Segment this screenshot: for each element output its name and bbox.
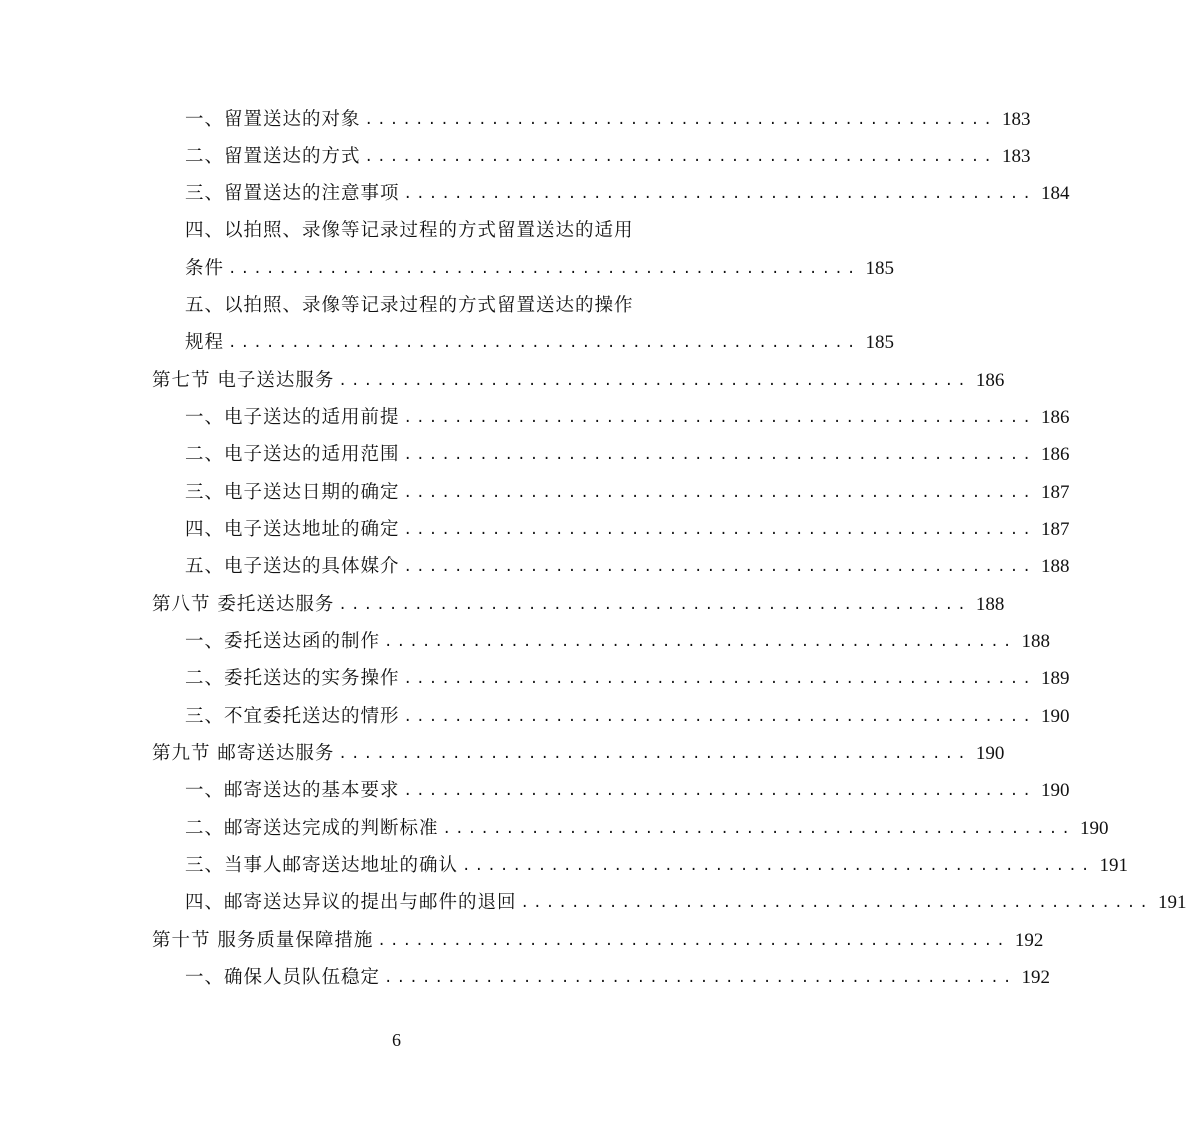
toc-entry-page: 192 [1021,967,1050,988]
toc-leader-dots: .................................................. [403,709,1035,725]
toc-entry[interactable] [185,627,1050,657]
toc-leader-dots: .................................................. [462,858,1094,874]
toc-leader-dots: .................................................. [228,335,860,351]
toc-entry-page: 188 [1021,631,1050,652]
toc-entry-title: 五、以拍照、录像等记录过程的方式留置送达的操作 [185,295,634,316]
toc-entry-title: 三、当事人邮寄送达地址的确认 [185,855,459,876]
toc-entry[interactable] [185,776,1070,806]
toc-entry-page: 192 [1014,930,1044,951]
toc-entry[interactable] [185,403,1070,433]
toc-entry[interactable] [185,963,1050,993]
toc-entry[interactable] [185,888,1186,918]
toc-entry-title: 一、委托送达函的制作 [185,631,381,652]
toc-entry-title: 四、以拍照、录像等记录过程的方式留置送达的适用 [185,220,634,241]
toc-entry-page: 184 [1040,183,1070,204]
toc-section-heading[interactable] [152,366,1005,396]
toc-leader-dots: .................................................. [442,821,1074,837]
toc-leader-dots: .................................................. [520,895,1152,911]
toc-entry-title: 一、确保人员队伍稳定 [185,967,381,988]
toc-entry-title: 四、电子送达地址的确定 [185,519,400,540]
toc-leader-dots: .................................................. [403,410,1035,426]
toc-entry-title: 规程 [185,332,225,353]
toc-leader-dots: .................................................. [403,186,1035,202]
toc-entry[interactable] [185,216,673,246]
toc-entry-title: 二、留置送达的方式 [185,146,361,167]
toc-leader-dots: .................................................. [403,522,1035,538]
toc-entry[interactable] [185,515,1070,545]
toc-entry-page: 183 [1001,109,1031,130]
toc-entry[interactable] [185,702,1070,732]
toc-leader-dots: .................................................. [364,112,996,128]
toc-entry[interactable] [185,552,1070,582]
toc-leader-dots: .................................................. [384,634,1016,650]
toc-entry-title: 二、委托送达的实务操作 [185,668,400,689]
toc-leader-dots: .................................................. [228,261,860,277]
toc-entry-page: 190 [1040,706,1070,727]
toc-entry-title: 二、电子送达的适用范围 [185,444,400,465]
toc-entry-page: 190 [975,743,1005,764]
toc-entry-page: 185 [865,332,894,353]
toc-entry-page: 183 [1001,146,1031,167]
toc-section-heading[interactable] [152,926,1044,956]
toc-leader-dots: .................................................. [403,559,1035,575]
toc-entry-page: 186 [1040,444,1070,465]
toc-leader-dots: .................................................. [403,783,1035,799]
toc-entry-title: 一、留置送达的对象 [185,109,361,130]
toc-entry-page: 186 [975,370,1005,391]
toc-entry-page: 187 [1040,519,1070,540]
toc-leader-dots: .................................................. [403,447,1035,463]
toc-entry-page: 188 [1040,556,1070,577]
toc-entry-continuation[interactable] [185,328,894,358]
toc-entry-title: 第七节 电子送达服务 [152,370,335,391]
toc-entry-title: 条件 [185,258,225,279]
toc-entry-title: 三、电子送达日期的确定 [185,482,400,503]
toc-leader-dots: .................................................. [338,373,970,389]
toc-entry[interactable] [185,105,1031,135]
toc-entry-title: 一、邮寄送达的基本要求 [185,780,400,801]
toc-entry-title: 二、邮寄送达完成的判断标准 [185,818,439,839]
toc-entry-page: 188 [975,594,1005,615]
toc-entry-page: 190 [1040,780,1070,801]
toc-entry[interactable] [185,440,1070,470]
toc-entry-page: 191 [1099,855,1128,876]
toc-entry-title: 四、邮寄送达异议的提出与邮件的退回 [185,892,517,913]
toc-entry-page: 187 [1040,482,1070,503]
toc-entry-title: 一、电子送达的适用前提 [185,407,400,428]
toc-entry-page: 190 [1079,818,1109,839]
toc-entry-title: 第八节 委托送达服务 [152,594,335,615]
toc-entry[interactable] [185,851,1128,881]
toc-entry[interactable] [185,814,1109,844]
toc-entry-page: 189 [1040,668,1070,689]
toc-section-heading[interactable] [152,739,1005,769]
toc-entry-page: 186 [1040,407,1070,428]
toc-entry-title: 第九节 邮寄送达服务 [152,743,335,764]
toc-entry-continuation[interactable] [185,254,894,284]
toc-entry[interactable] [185,478,1070,508]
toc-entry-page: 185 [865,258,894,279]
toc-entry[interactable] [185,142,1031,172]
toc-leader-dots: .................................................. [338,746,970,762]
toc-entry-page: 191 [1157,892,1186,913]
toc-leader-dots: .................................................. [364,149,996,165]
toc-entry-title: 五、电子送达的具体媒介 [185,556,400,577]
toc-entry-title: 三、不宜委托送达的情形 [185,706,400,727]
page-number: 6 [392,1030,401,1050]
toc-entry[interactable] [185,179,1070,209]
toc-leader-dots: .................................................. [384,970,1016,986]
toc-entry-title: 第十节 服务质量保障措施 [152,930,374,951]
toc-section-heading[interactable] [152,590,1005,620]
toc-leader-dots: .................................................. [403,671,1035,687]
toc-entry[interactable] [185,291,673,321]
toc-leader-dots: .................................................. [403,485,1035,501]
toc-entry-title: 三、留置送达的注意事项 [185,183,400,204]
toc-leader-dots: .................................................. [377,933,1009,949]
toc-entry[interactable] [185,664,1070,694]
toc-leader-dots: .................................................. [338,597,970,613]
